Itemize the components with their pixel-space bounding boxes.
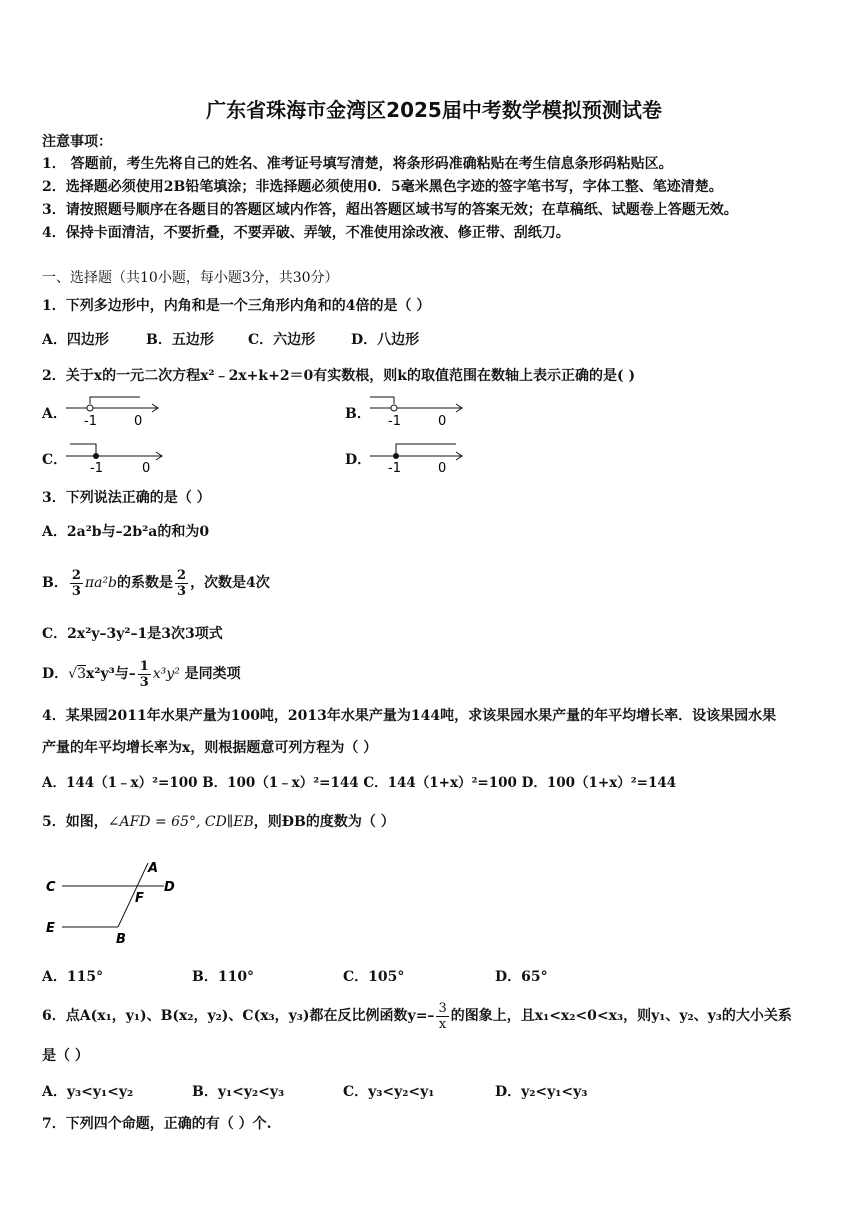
q7-stem: 7．下列四个命题，正确的有（ ）个.	[42, 1116, 272, 1132]
q6-option-b: B．y₁<y₂<y₃	[192, 1084, 285, 1100]
q3-stem: 3．下列说法正确的是（ ）	[42, 490, 211, 506]
tick-label-neg: -1	[388, 414, 401, 428]
q1-option-c: C．六边形	[248, 332, 316, 348]
q3-option-d: D．√3x²y³与– $\frac{1}{3}$ x³y² 是同类项	[42, 658, 241, 690]
q6-option-d: D．y₂<y₁<y₃	[495, 1084, 588, 1100]
q1-stem: 1．下列多边形中，内角和是一个三角形内角和的4倍的是（ ）	[42, 298, 431, 314]
fig-label-a: A	[148, 861, 159, 876]
q5-option-c: C．105°	[343, 969, 405, 985]
q1-option-b: B．五边形	[146, 332, 214, 348]
q5-option-b: B．110°	[192, 969, 255, 985]
q5-figure	[40, 855, 190, 950]
tick-label-neg: -1	[84, 414, 97, 428]
q2-option-a-label: A．	[42, 406, 67, 422]
q6-option-c: C．y₃<y₂<y₁	[343, 1084, 435, 1100]
q2-option-a-numberline	[64, 394, 164, 428]
q6-stem-line1: 6．点A(x₁，y₁)、B(x₂，y₂)、C(x₃，y₃)都在反比例函数y=– $\frac{3}{x}$ 的图象上，且x₁<x₂<0<x₃，则y₁、y₂、y₃的大小关系	[42, 1000, 792, 1032]
notice-item-2: 2．选择题必须使用2B铅笔填涂；非选择题必须使用0．5毫米黑色字迹的签字笔书写，字体工整、笔迹清楚。	[42, 179, 723, 195]
fig-label-c: C	[46, 880, 56, 895]
q2-option-c-numberline	[64, 440, 168, 474]
q6-stem-line2: 是（ ）	[42, 1048, 89, 1064]
q6-option-a: A．y₃<y₁<y₂	[42, 1084, 134, 1100]
notice-item-4: 4．保持卡面清洁，不要折叠，不要弄破、弄皱，不准使用涂改液、修正带、刮纸刀。	[42, 225, 570, 241]
fig-label-e: E	[46, 921, 55, 936]
q4-stem-line2: 产量的年平均增长率为x，则根据题意可列方程为（ ）	[42, 740, 378, 756]
q2-stem: 2．关于x的一元二次方程x²﹣2x+k+2＝0有实数根，则k的取值范围在数轴上表示正确的是( )	[42, 368, 636, 384]
tick-label-neg: -1	[90, 461, 103, 474]
fig-label-f: F	[135, 891, 144, 906]
fig-label-d: D	[164, 880, 175, 895]
q5-option-d: D．65°	[495, 969, 548, 985]
tick-label-zero: 0	[438, 461, 447, 474]
q2-option-b-numberline	[368, 394, 468, 428]
q1-option-d: D．八边形	[351, 332, 420, 348]
tick-label-zero: 0	[142, 461, 151, 474]
q3-option-a: A．2a²b与–2b²a的和为0	[42, 524, 210, 540]
fraction: $\frac{2}{3}$	[177, 567, 187, 599]
q3-option-c: C．2x²y–3y²–1是3次3项式	[42, 626, 223, 642]
section-heading: 一、选择题（共10小题，每小题3分，共30分）	[42, 270, 339, 286]
q1-option-a: A．四边形	[42, 332, 109, 348]
fraction: $\frac{2}{3}$	[71, 567, 81, 599]
q4-options: A．144（1﹣x）²=100 B．100（1﹣x）²=144 C．144（1+x）²=100 D．100（1+x）²=144	[42, 775, 677, 791]
q5-stem: 5．如图，∠AFD = 65°, CD∥EB，则ÐB的度数为（ ）	[42, 814, 395, 830]
q2-option-b-label: B．	[345, 406, 371, 422]
fig-label-b: B	[116, 932, 126, 947]
fraction: $\frac{3}{x}$	[438, 1000, 447, 1032]
q4-stem-line1: 4．某果园2011年水果产量为100吨，2013年水果产量为144吨，求该果园水果产量的年平均增长率．设该果园水果	[42, 708, 777, 724]
q2-option-c-label: C．	[42, 452, 68, 468]
fraction: $\frac{1}{3}$	[139, 658, 149, 690]
q3-option-b: B． $\frac{2}{3}$ πa²b的系数是 $\frac{2}{3}$ ，次数是4次	[42, 567, 270, 599]
tick-label-neg: -1	[388, 461, 401, 474]
page-title: 广东省珠海市金湾区2025届中考数学模拟预测试卷	[206, 98, 662, 122]
q2-option-d-numberline	[368, 440, 468, 474]
notice-heading: 注意事项：	[42, 134, 112, 150]
q2-option-d-label: D．	[345, 452, 372, 468]
q5-option-a: A．115°	[42, 969, 104, 985]
notice-item-1: 1． 答题前，考生先将自己的姓名、准考证号填写清楚，将条形码准确粘贴在考生信息条形码粘贴区。	[42, 156, 673, 172]
tick-label-zero: 0	[134, 414, 143, 428]
tick-label-zero: 0	[438, 414, 447, 428]
notice-item-3: 3．请按照题号顺序在各题目的答题区域内作答，超出答题区域书写的答案无效；在草稿纸、试题卷上答题无效。	[42, 202, 738, 218]
